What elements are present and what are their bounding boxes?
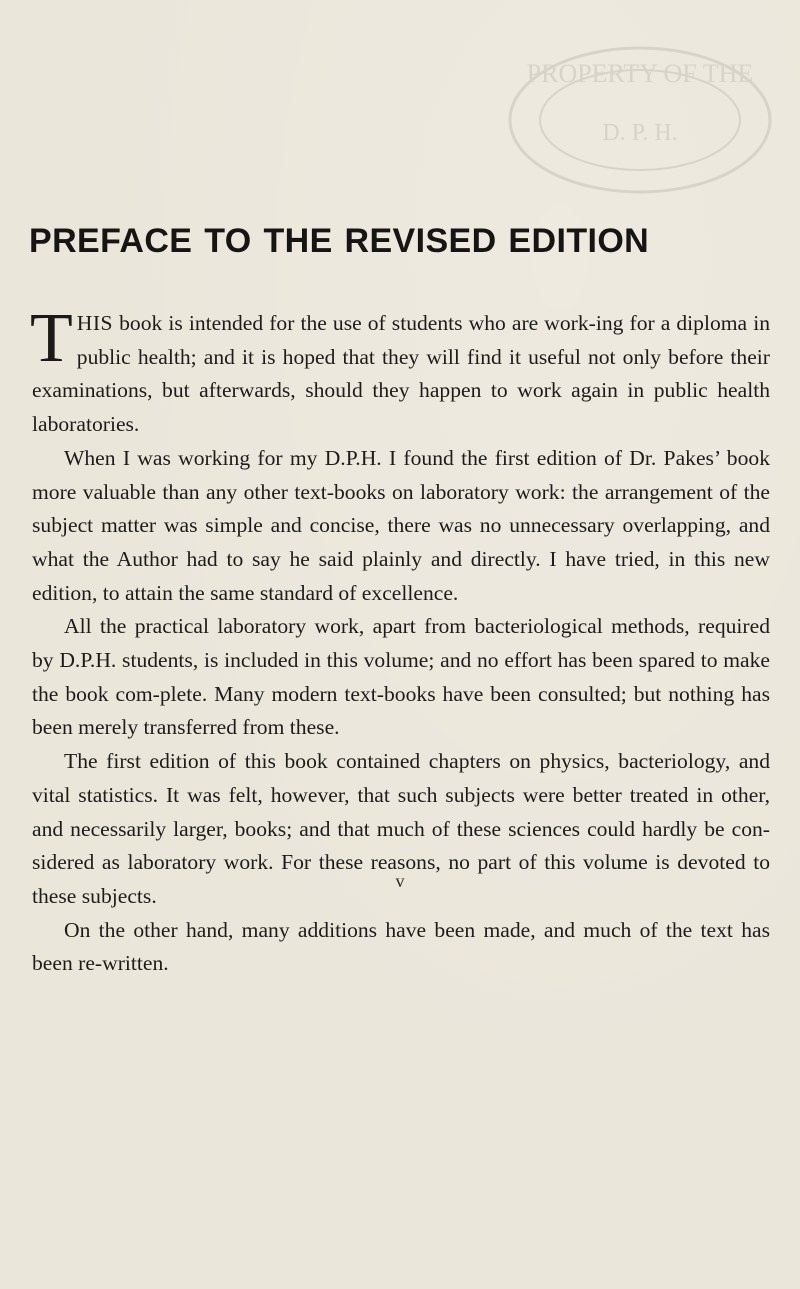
stamp-line1: PROPERTY OF THE — [526, 59, 754, 88]
stamp-graphic — [490, 20, 790, 220]
paragraph-3: All the practical laboratory work, apart from bacteriological methods, required by D.P.H. students, is included in this volume; and no effort has been spared to make the book com-plete. Many modern text-books have been consulted; but nothing has been merely transferred from these. — [32, 614, 770, 740]
page-number: v — [395, 871, 405, 891]
preface-heading: PREFACE TO THE REVISED EDITION — [29, 222, 650, 260]
drop-cap: T — [30, 300, 73, 377]
paragraph-5: On the other hand, many additions have been made, and much of the text has been re-written. — [32, 917, 770, 976]
paragraph-1-caps: HIS — [76, 311, 114, 335]
paragraph-2: When I was working for my D.P.H. I found the first edition of Dr. Pakes’ book more valuable than any other text-books on laboratory work: the arrangement of the subject matter was simple and concise, there was no unnecessary overlapping, and what the Author had to say he said plainly and directly. I have tried, in this new edition, to attain the same standard of excellence. — [32, 445, 770, 605]
stamp-line2: D. P. H. — [602, 120, 678, 146]
library-stamp — [490, 20, 790, 220]
paragraph-1-text: book is intended for the use of students who are work-ing for a diploma in public health; and it is hoped that they will find it useful not only before their examinations, but afterwards, should they happen to work again in public health laboratories. — [32, 311, 770, 437]
paragraph-4: The first edition of this book contained chapters on physics, bacteriology, and vital statistics. It was felt, however, that such subjects were better treated in other, and necessarily larger, books; and that much of these sciences could hardly be con-sidered as laboratory work. For these reasons, no part of this volume is devoted to these subjects. — [32, 749, 770, 908]
paragraph-1 — [30, 300, 770, 442]
